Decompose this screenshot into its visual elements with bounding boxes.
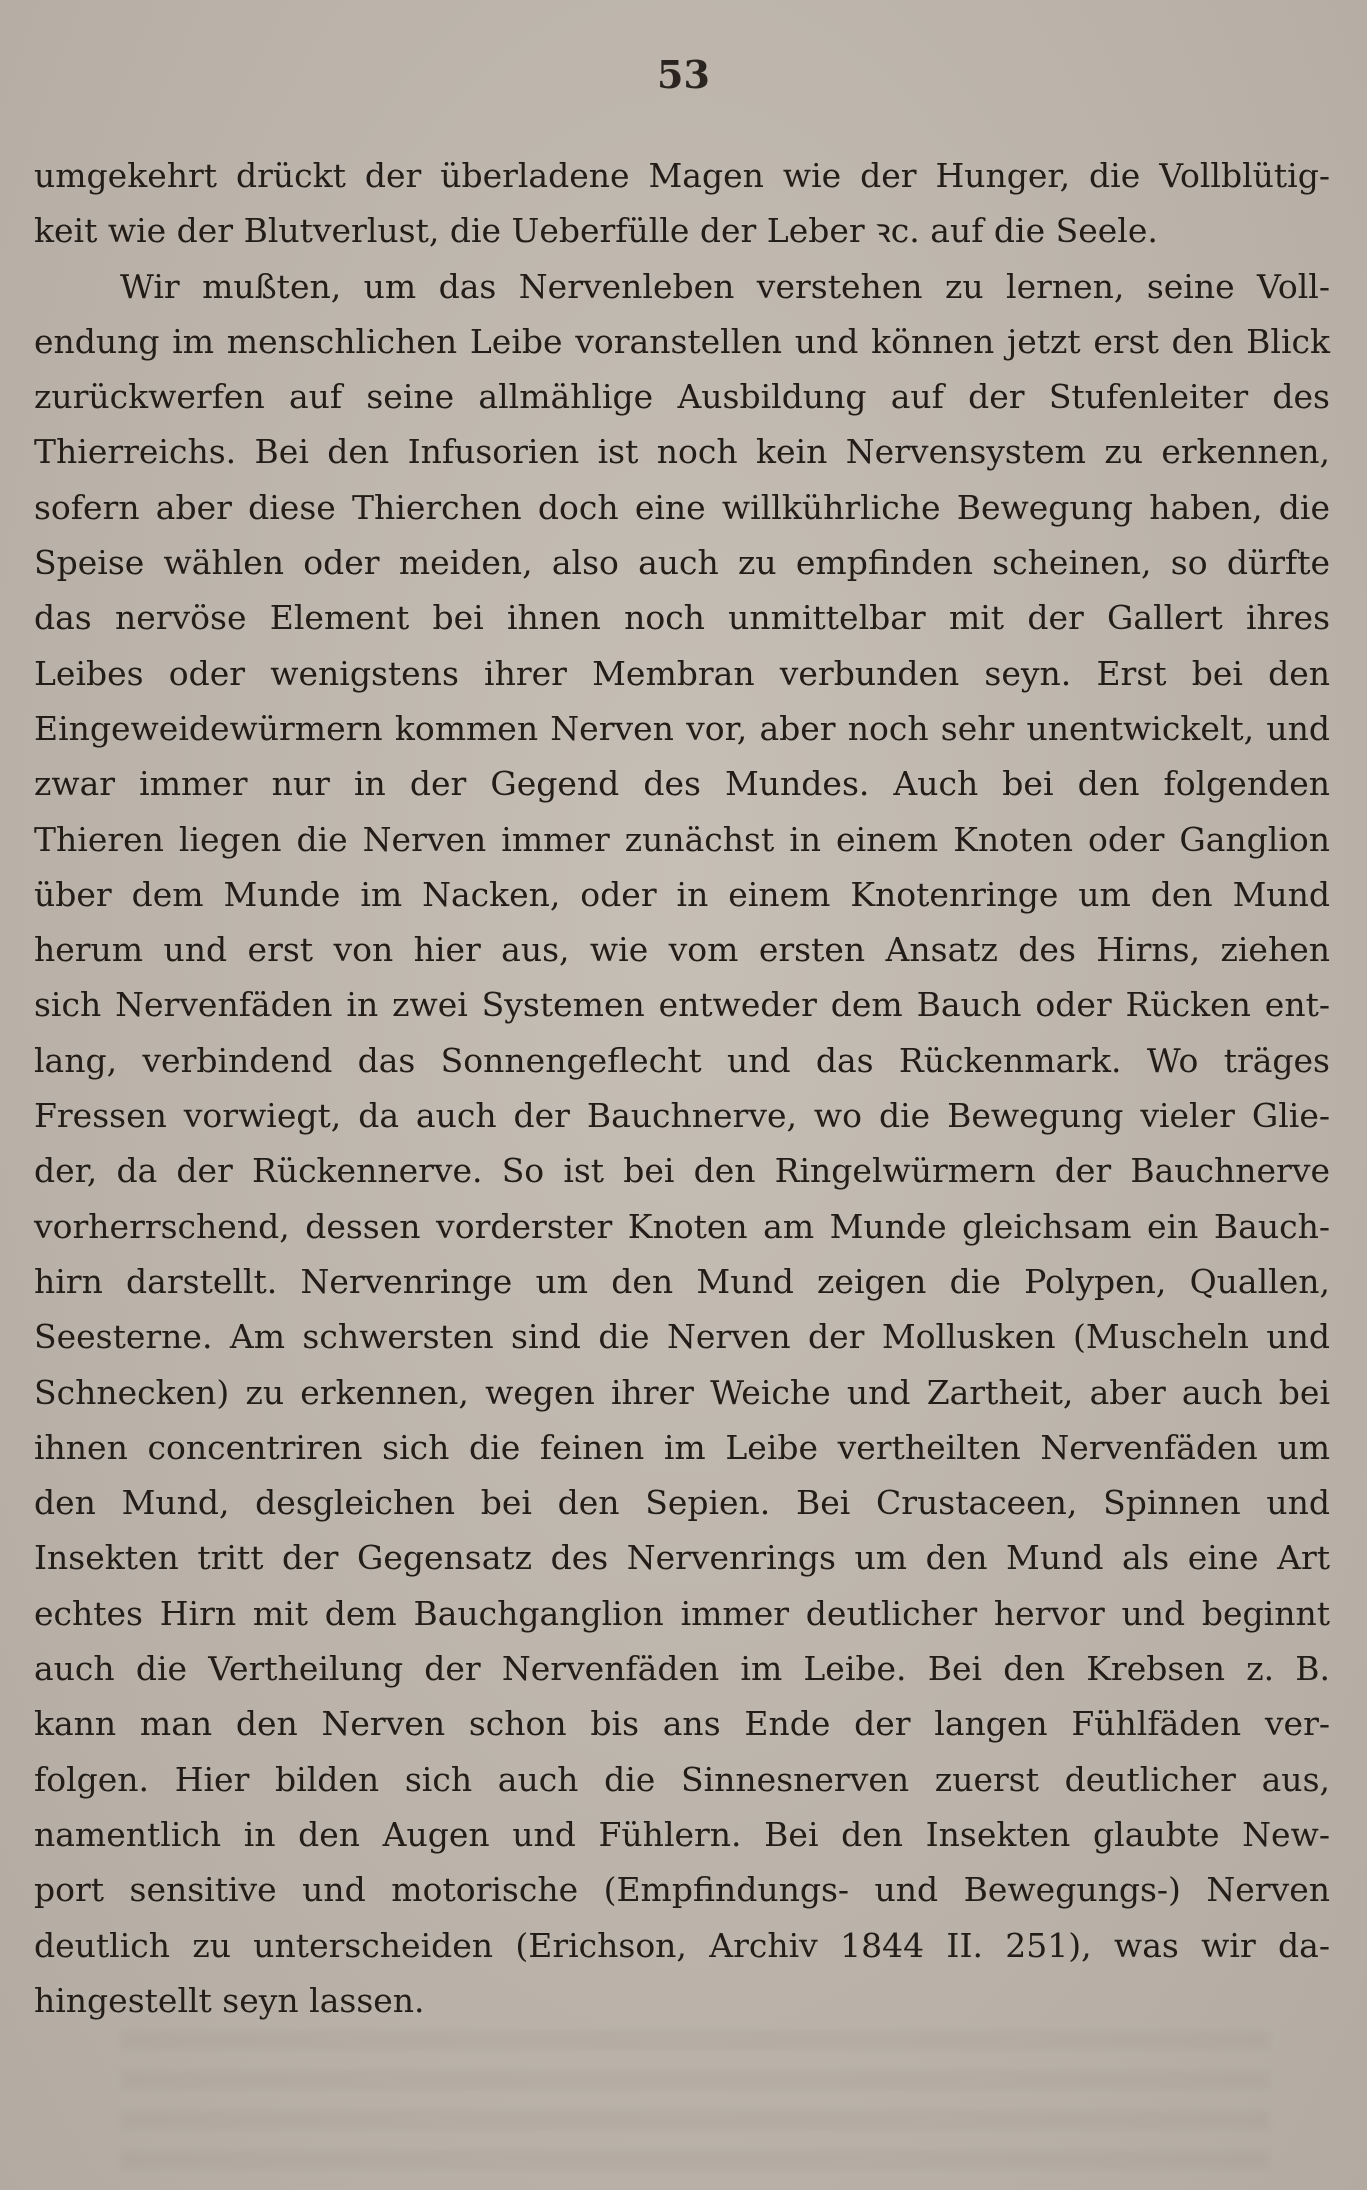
text-line: Schnecken) zu erkennen, wegen ihrer Weiche und Zartheit, aber auch bei xyxy=(34,1372,1330,1412)
body-text xyxy=(34,148,1330,2028)
text-line: echtes Hirn mit dem Bauchganglion immer deutlicher hervor und beginnt xyxy=(34,1593,1330,1633)
text-line: Speise wählen oder meiden, also auch zu empfinden scheinen, so dürfte xyxy=(34,543,1330,583)
text-line: Leibes oder wenigstens ihrer Membran verbunden seyn. Erst bei den xyxy=(34,653,1330,693)
show-through-text xyxy=(120,2030,1270,2180)
text-line: über dem Munde im Nacken, oder in einem Knotenringe um den Mund xyxy=(34,874,1330,914)
text-line: herum und erst von hier aus, wie vom ersten Ansatz des Hirns, ziehen xyxy=(34,930,1330,970)
text-line: der, da der Rückennerve. So ist bei den Ringelwürmern der Bauchnerve xyxy=(34,1151,1330,1191)
text-line: kann man den Nerven schon bis ans Ende der langen Fühlfäden ver- xyxy=(34,1704,1330,1744)
text-line: Seesterne. Am schwersten sind die Nerven der Mollusken (Muscheln und xyxy=(34,1317,1330,1357)
text-line: Fressen vorwiegt, da auch der Bauchnerve, wo die Bewegung vieler Glie- xyxy=(34,1096,1330,1136)
text-line: keit wie der Blutverlust, die Ueberfülle der Leber ꝛc. auf die Seele. xyxy=(34,211,1158,251)
text-line: sich Nervenfäden in zwei Systemen entweder dem Bauch oder Rücken ent- xyxy=(34,985,1330,1025)
text-line: Insekten tritt der Gegensatz des Nervenrings um den Mund als eine Art xyxy=(34,1538,1330,1578)
text-line: sofern aber diese Thierchen doch eine willkührliche Bewegung haben, die xyxy=(34,487,1330,527)
text-line: hirn darstellt. Nervenringe um den Mund zeigen die Polypen, Quallen, xyxy=(34,1261,1330,1301)
text-line: zurückwerfen auf seine allmählige Ausbildung auf der Stufenleiter des xyxy=(34,377,1330,417)
text-line: port sensitive und motorische (Empfindungs- und Bewegungs-) Nerven xyxy=(34,1870,1330,1910)
text-line: namentlich in den Augen und Fühlern. Bei den Insekten glaubte New- xyxy=(34,1814,1330,1854)
text-line: deutlich zu unterscheiden (Erichson, Archiv 1844 II. 251), was wir da- xyxy=(34,1925,1330,1965)
text-line: umgekehrt drückt der überladene Magen wie der Hunger, die Vollblütig- xyxy=(34,156,1330,195)
page-number: 53 xyxy=(657,52,710,97)
text-line: zwar immer nur in der Gegend des Mundes. Auch bei den folgenden xyxy=(34,764,1330,804)
text-line: vorherrschend, dessen vorderster Knoten am Munde gleichsam ein Bauch- xyxy=(34,1206,1330,1246)
text-line: ihnen concentriren sich die feinen im Leibe vertheilten Nervenfäden um xyxy=(34,1427,1330,1467)
text-line: folgen. Hier bilden sich auch die Sinnesnerven zuerst deutlicher aus, xyxy=(34,1759,1330,1799)
text-line: das nervöse Element bei ihnen noch unmittelbar mit der Gallert ihres xyxy=(34,598,1330,638)
text-line: hingestellt seyn lassen. xyxy=(34,1980,425,2020)
text-line: endung im menschlichen Leibe voranstellen und können jetzt erst den Blick xyxy=(34,321,1330,361)
text-line: Wir mußten, um das Nervenleben verstehen zu lernen, seine Voll- xyxy=(120,266,1330,306)
text-line: Thierreichs. Bei den Infusorien ist noch kein Nervensystem zu erkennen, xyxy=(34,432,1330,472)
text-line: den Mund, desgleichen bei den Sepien. Bei Crustaceen, Spinnen und xyxy=(34,1483,1330,1523)
text-line: Thieren liegen die Nerven immer zunächst in einem Knoten oder Ganglion xyxy=(34,819,1330,859)
text-line: lang, verbindend das Sonnengeflecht und das Rückenmark. Wo träges xyxy=(34,1040,1330,1080)
text-line: auch die Vertheilung der Nervenfäden im Leibe. Bei den Krebsen z. B. xyxy=(34,1649,1330,1689)
text-line: Eingeweidewürmern kommen Nerven vor, aber noch sehr unentwickelt, und xyxy=(34,708,1330,748)
